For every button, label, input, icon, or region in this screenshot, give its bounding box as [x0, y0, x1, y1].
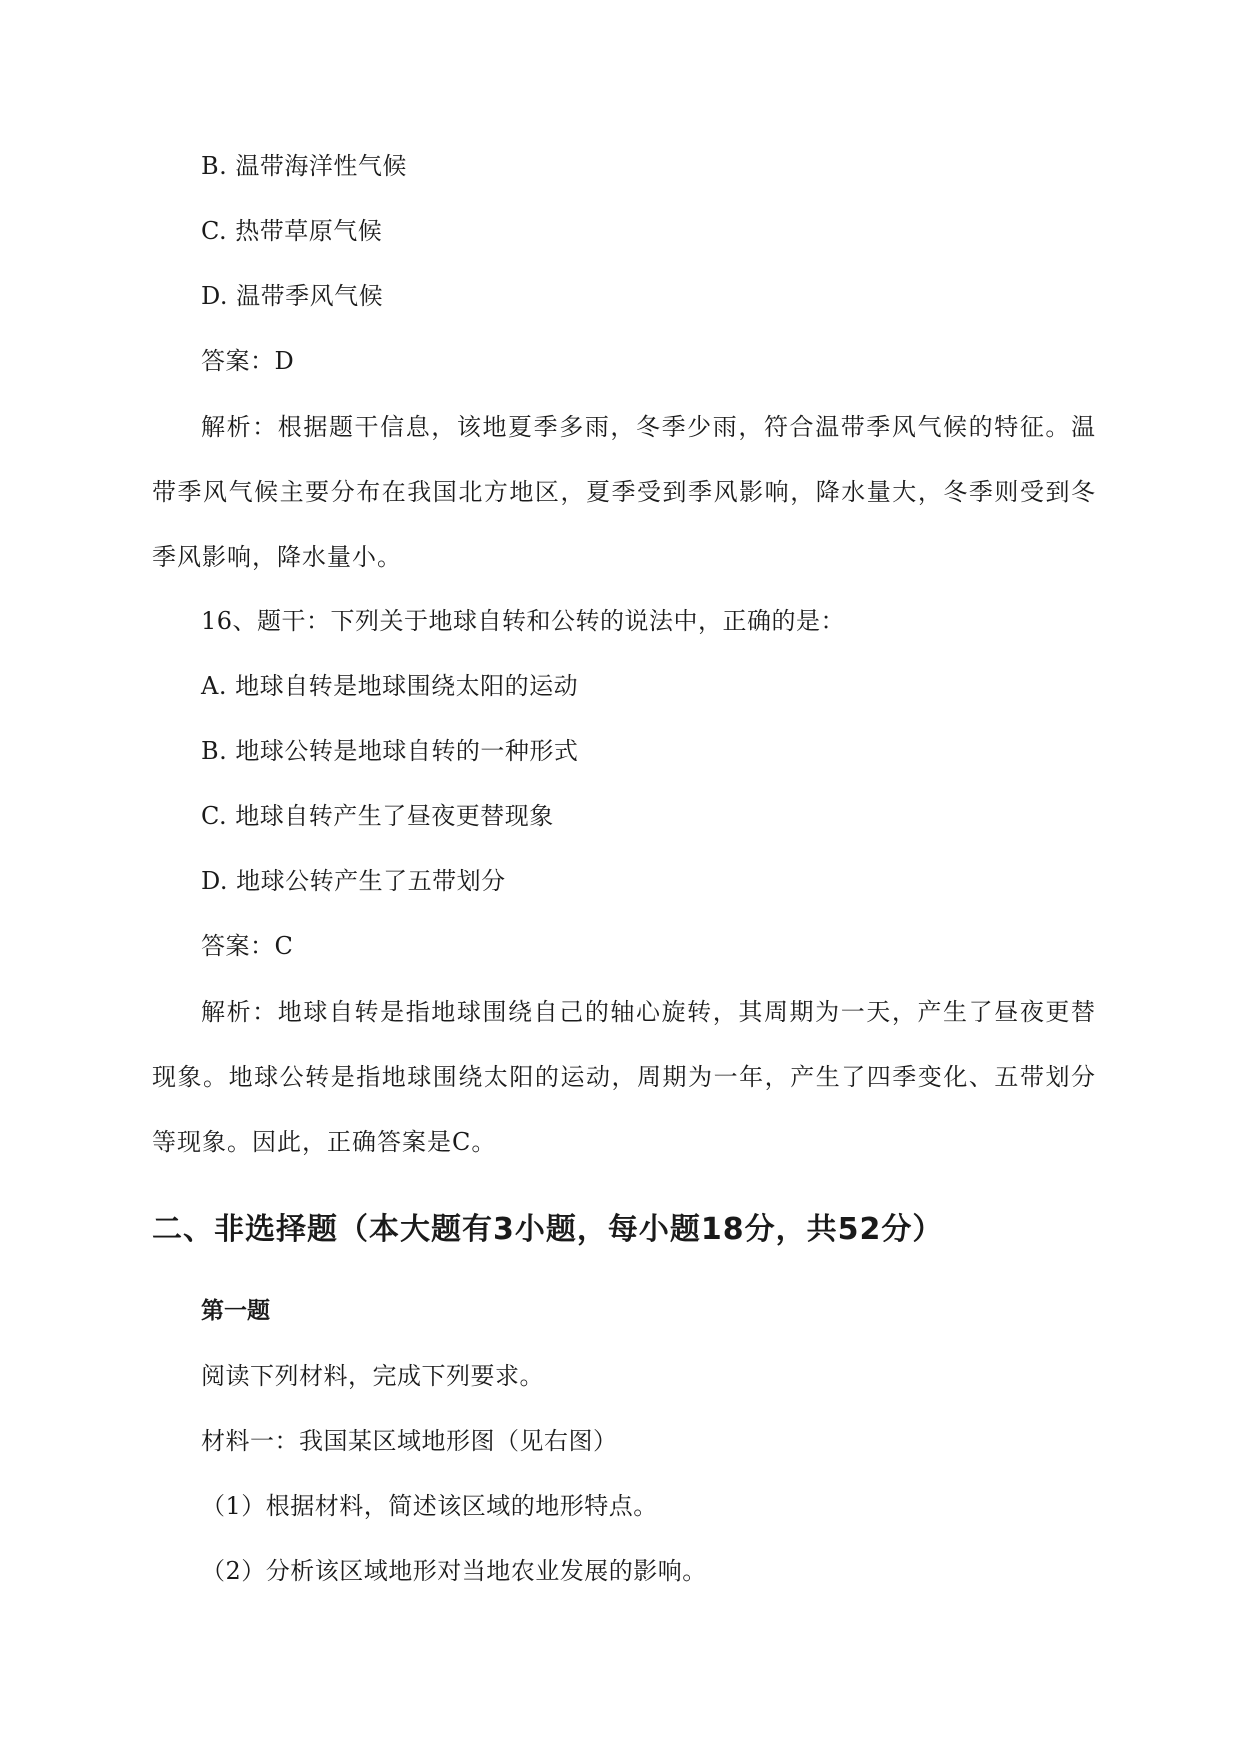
section-heading: 二、非选择题（本大题有3小题，每小题18分，共52分）: [152, 1212, 944, 1247]
q16-stem: 16、题干：下列关于地球自转和公转的说法中，正确的是：: [201, 607, 846, 635]
q15-option-b: B. 温带海洋性气候: [201, 152, 407, 180]
q16-option-a: A. 地球自转是地球围绕太阳的运动: [201, 672, 579, 700]
first-question-title: 第一题: [201, 1298, 270, 1324]
q15-option-c: C. 热带草原气候: [201, 217, 383, 245]
q16-option-c: C. 地球自转产生了昼夜更替现象: [201, 802, 554, 830]
q15-analysis: 解析：根据题干信息，该地夏季多雨，冬季少雨，符合温带季风气候的特征。温带季风气候主要分布在我国北方地区，夏季受到季风影响，降水量大，冬季则受到冬季风影响，降水量小。: [152, 413, 1096, 571]
q15-answer: 答案：D: [201, 347, 295, 375]
q16-analysis: 解析：地球自转是指地球围绕自己的轴心旋转，其周期为一天，产生了昼夜更替现象。地球公转是指地球围绕太阳的运动，周期为一年，产生了四季变化、五带划分等现象。因此，正确答案是C。: [152, 998, 1096, 1156]
first-question-instruction: 阅读下列材料，完成下列要求。: [201, 1362, 544, 1390]
first-question-material: 材料一：我国某区域地形图（见右图）: [201, 1427, 618, 1455]
q15-option-d: D. 温带季风气候: [201, 282, 384, 310]
q16-option-b: B. 地球公转是地球自转的一种形式: [201, 737, 579, 765]
q16-option-d: D. 地球公转产生了五带划分: [201, 867, 506, 895]
q16-answer: 答案：C: [201, 932, 294, 960]
first-question-sub-2: （2）分析该区域地形对当地农业发展的影响。: [201, 1557, 707, 1585]
first-question-sub-1: （1）根据材料，简述该区域的地形特点。: [201, 1492, 658, 1520]
